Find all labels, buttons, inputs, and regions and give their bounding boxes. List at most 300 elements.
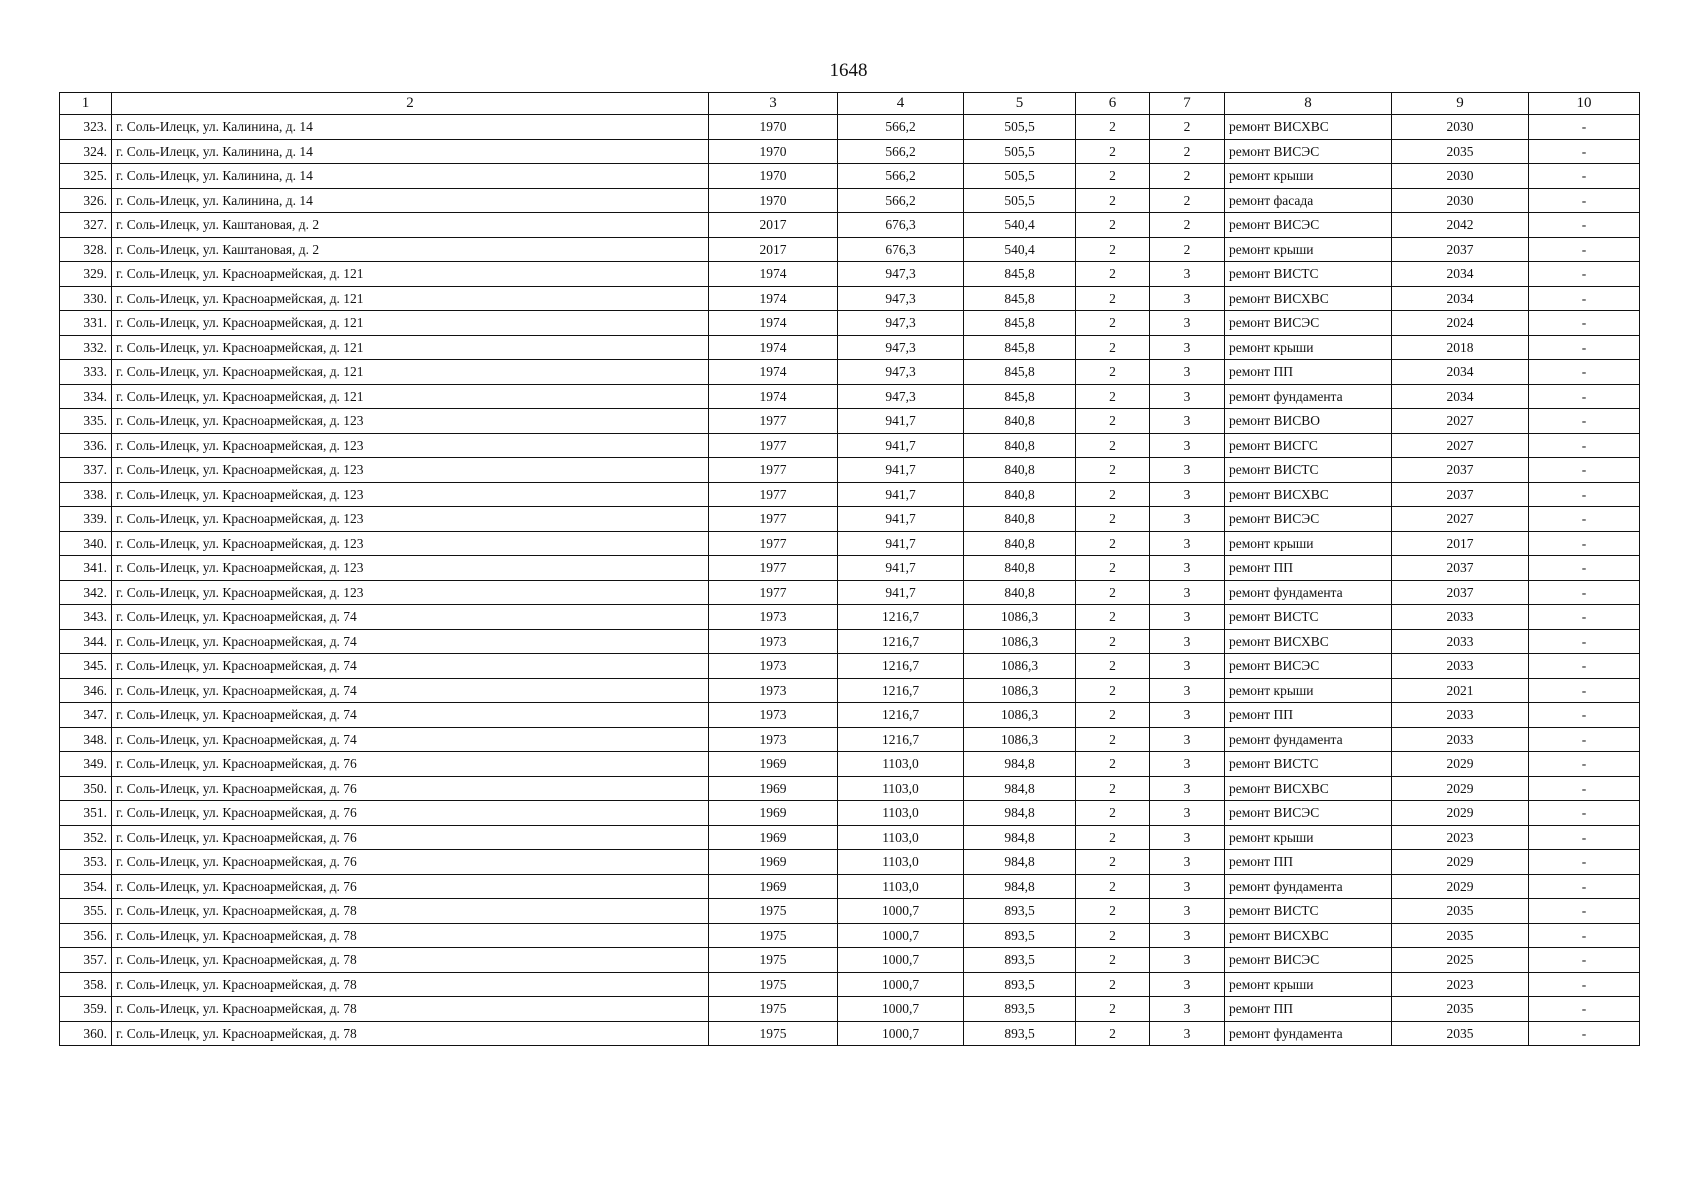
cell-total-area: 1103,0: [838, 825, 964, 850]
table-row: [60, 286, 1640, 311]
cell-year-built: 1975: [709, 899, 838, 924]
cell-year-built: 1977: [709, 458, 838, 483]
cell-note: -: [1529, 948, 1640, 973]
cell-year-built: 1974: [709, 262, 838, 287]
cell-planned-year: 2034: [1392, 384, 1529, 409]
cell-total-area: 947,3: [838, 286, 964, 311]
cell-planned-year: 2027: [1392, 409, 1529, 434]
cell-repair-type: ремонт крыши: [1225, 972, 1392, 997]
cell-entrances: 3: [1150, 997, 1225, 1022]
cell-floors: 2: [1076, 384, 1150, 409]
cell-total-area: 566,2: [838, 164, 964, 189]
cell-address: г. Соль-Илецк, ул. Красноармейская, д. 78: [112, 899, 709, 924]
table-row: [60, 752, 1640, 777]
cell-year-built: 1969: [709, 825, 838, 850]
cell-entrances: 3: [1150, 482, 1225, 507]
cell-floors: 2: [1076, 556, 1150, 581]
cell-living-area: 1086,3: [964, 727, 1076, 752]
cell-row-number: 351.: [60, 801, 112, 826]
cell-year-built: 1975: [709, 972, 838, 997]
cell-floors: 2: [1076, 531, 1150, 556]
cell-planned-year: 2037: [1392, 580, 1529, 605]
table-row: [60, 580, 1640, 605]
cell-entrances: 3: [1150, 899, 1225, 924]
cell-note: -: [1529, 801, 1640, 826]
table-row: [60, 654, 1640, 679]
table-row: [60, 678, 1640, 703]
cell-planned-year: 2023: [1392, 825, 1529, 850]
cell-year-built: 1970: [709, 115, 838, 140]
cell-note: -: [1529, 482, 1640, 507]
cell-note: -: [1529, 458, 1640, 483]
cell-entrances: 3: [1150, 384, 1225, 409]
table-row: [60, 997, 1640, 1022]
repair-schedule-table: [59, 92, 1640, 1046]
cell-address: г. Соль-Илецк, ул. Красноармейская, д. 74: [112, 678, 709, 703]
cell-row-number: 340.: [60, 531, 112, 556]
cell-row-number: 335.: [60, 409, 112, 434]
cell-row-number: 323.: [60, 115, 112, 140]
cell-row-number: 329.: [60, 262, 112, 287]
cell-total-area: 947,3: [838, 311, 964, 336]
cell-year-built: 1969: [709, 776, 838, 801]
cell-planned-year: 2035: [1392, 997, 1529, 1022]
cell-repair-type: ремонт фундамента: [1225, 580, 1392, 605]
cell-floors: 2: [1076, 605, 1150, 630]
cell-row-number: 359.: [60, 997, 112, 1022]
table-row: [60, 458, 1640, 483]
cell-year-built: 1970: [709, 188, 838, 213]
cell-planned-year: 2033: [1392, 605, 1529, 630]
cell-living-area: 1086,3: [964, 654, 1076, 679]
cell-entrances: 3: [1150, 801, 1225, 826]
cell-year-built: 1977: [709, 580, 838, 605]
cell-repair-type: ремонт крыши: [1225, 335, 1392, 360]
cell-repair-type: ремонт ПП: [1225, 360, 1392, 385]
cell-address: г. Соль-Илецк, ул. Красноармейская, д. 74: [112, 654, 709, 679]
cell-planned-year: 2029: [1392, 874, 1529, 899]
cell-planned-year: 2037: [1392, 556, 1529, 581]
cell-floors: 2: [1076, 262, 1150, 287]
cell-total-area: 1000,7: [838, 948, 964, 973]
cell-row-number: 336.: [60, 433, 112, 458]
cell-row-number: 349.: [60, 752, 112, 777]
cell-note: -: [1529, 874, 1640, 899]
table-row: [60, 188, 1640, 213]
cell-planned-year: 2035: [1392, 139, 1529, 164]
cell-address: г. Соль-Илецк, ул. Красноармейская, д. 74: [112, 605, 709, 630]
table-row: [60, 825, 1640, 850]
cell-floors: 2: [1076, 213, 1150, 238]
cell-floors: 2: [1076, 115, 1150, 140]
table-row: [60, 801, 1640, 826]
cell-total-area: 676,3: [838, 237, 964, 262]
cell-row-number: 357.: [60, 948, 112, 973]
cell-total-area: 1000,7: [838, 923, 964, 948]
cell-note: -: [1529, 237, 1640, 262]
cell-address: г. Соль-Илецк, ул. Красноармейская, д. 121: [112, 335, 709, 360]
cell-entrances: 3: [1150, 335, 1225, 360]
cell-planned-year: 2018: [1392, 335, 1529, 360]
cell-note: -: [1529, 850, 1640, 875]
cell-planned-year: 2033: [1392, 727, 1529, 752]
table-row: [60, 262, 1640, 287]
cell-total-area: 941,7: [838, 507, 964, 532]
cell-address: г. Соль-Илецк, ул. Красноармейская, д. 74: [112, 703, 709, 728]
cell-total-area: 1103,0: [838, 752, 964, 777]
cell-living-area: 505,5: [964, 115, 1076, 140]
cell-note: -: [1529, 360, 1640, 385]
cell-planned-year: 2027: [1392, 433, 1529, 458]
cell-repair-type: ремонт ПП: [1225, 850, 1392, 875]
cell-repair-type: ремонт ПП: [1225, 556, 1392, 581]
table-row: [60, 531, 1640, 556]
cell-planned-year: 2037: [1392, 458, 1529, 483]
cell-total-area: 1000,7: [838, 997, 964, 1022]
cell-entrances: 3: [1150, 262, 1225, 287]
cell-floors: 2: [1076, 972, 1150, 997]
cell-planned-year: 2035: [1392, 1021, 1529, 1046]
cell-living-area: 845,8: [964, 286, 1076, 311]
cell-address: г. Соль-Илецк, ул. Красноармейская, д. 123: [112, 458, 709, 483]
cell-row-number: 360.: [60, 1021, 112, 1046]
cell-entrances: 3: [1150, 1021, 1225, 1046]
cell-living-area: 984,8: [964, 825, 1076, 850]
cell-total-area: 1216,7: [838, 605, 964, 630]
cell-total-area: 941,7: [838, 556, 964, 581]
cell-repair-type: ремонт фасада: [1225, 188, 1392, 213]
page-number: 1648: [829, 60, 868, 81]
cell-planned-year: 2030: [1392, 115, 1529, 140]
cell-address: г. Соль-Илецк, ул. Красноармейская, д. 121: [112, 360, 709, 385]
cell-total-area: 1216,7: [838, 678, 964, 703]
cell-living-area: 840,8: [964, 433, 1076, 458]
cell-entrances: 3: [1150, 923, 1225, 948]
cell-row-number: 356.: [60, 923, 112, 948]
header-col-8: 8: [1225, 93, 1392, 115]
cell-total-area: 941,7: [838, 409, 964, 434]
cell-entrances: 3: [1150, 580, 1225, 605]
cell-floors: 2: [1076, 286, 1150, 311]
table-row: [60, 727, 1640, 752]
cell-row-number: 332.: [60, 335, 112, 360]
cell-planned-year: 2034: [1392, 262, 1529, 287]
table-row: [60, 115, 1640, 140]
cell-entrances: 2: [1150, 115, 1225, 140]
cell-year-built: 1969: [709, 850, 838, 875]
cell-living-area: 840,8: [964, 482, 1076, 507]
table-row: [60, 507, 1640, 532]
cell-repair-type: ремонт ВИСХВС: [1225, 776, 1392, 801]
cell-entrances: 2: [1150, 164, 1225, 189]
cell-note: -: [1529, 923, 1640, 948]
cell-living-area: 540,4: [964, 237, 1076, 262]
cell-row-number: 330.: [60, 286, 112, 311]
cell-address: г. Соль-Илецк, ул. Каштановая, д. 2: [112, 213, 709, 238]
header-col-1: 1: [60, 93, 112, 115]
cell-row-number: 341.: [60, 556, 112, 581]
cell-address: г. Соль-Илецк, ул. Красноармейская, д. 123: [112, 482, 709, 507]
cell-floors: 2: [1076, 850, 1150, 875]
cell-year-built: 1973: [709, 678, 838, 703]
cell-entrances: 3: [1150, 948, 1225, 973]
cell-entrances: 3: [1150, 703, 1225, 728]
cell-living-area: 840,8: [964, 580, 1076, 605]
cell-note: -: [1529, 776, 1640, 801]
cell-total-area: 941,7: [838, 433, 964, 458]
cell-year-built: 1973: [709, 605, 838, 630]
cell-note: -: [1529, 115, 1640, 140]
cell-entrances: 3: [1150, 556, 1225, 581]
cell-planned-year: 2037: [1392, 482, 1529, 507]
cell-repair-type: ремонт ВИСЭС: [1225, 213, 1392, 238]
cell-planned-year: 2033: [1392, 629, 1529, 654]
cell-floors: 2: [1076, 654, 1150, 679]
cell-row-number: 333.: [60, 360, 112, 385]
cell-repair-type: ремонт ВИСХВС: [1225, 115, 1392, 140]
cell-planned-year: 2033: [1392, 654, 1529, 679]
cell-row-number: 338.: [60, 482, 112, 507]
cell-address: г. Соль-Илецк, ул. Красноармейская, д. 78: [112, 923, 709, 948]
cell-floors: 2: [1076, 433, 1150, 458]
cell-planned-year: 2030: [1392, 188, 1529, 213]
cell-total-area: 941,7: [838, 531, 964, 556]
cell-note: -: [1529, 335, 1640, 360]
cell-floors: 2: [1076, 1021, 1150, 1046]
cell-year-built: 1977: [709, 556, 838, 581]
cell-row-number: 344.: [60, 629, 112, 654]
cell-repair-type: ремонт ВИСЭС: [1225, 139, 1392, 164]
cell-floors: 2: [1076, 703, 1150, 728]
cell-total-area: 566,2: [838, 139, 964, 164]
cell-row-number: 352.: [60, 825, 112, 850]
table-row: [60, 948, 1640, 973]
cell-note: -: [1529, 507, 1640, 532]
cell-floors: 2: [1076, 678, 1150, 703]
cell-repair-type: ремонт крыши: [1225, 531, 1392, 556]
cell-total-area: 676,3: [838, 213, 964, 238]
table-row: [60, 237, 1640, 262]
cell-note: -: [1529, 188, 1640, 213]
cell-entrances: 3: [1150, 531, 1225, 556]
cell-living-area: 840,8: [964, 556, 1076, 581]
cell-planned-year: 2029: [1392, 801, 1529, 826]
cell-year-built: 1975: [709, 923, 838, 948]
cell-living-area: 984,8: [964, 776, 1076, 801]
cell-floors: 2: [1076, 458, 1150, 483]
cell-repair-type: ремонт ВИСГС: [1225, 433, 1392, 458]
cell-living-area: 840,8: [964, 409, 1076, 434]
header-col-5: 5: [964, 93, 1076, 115]
cell-row-number: 325.: [60, 164, 112, 189]
table-row: [60, 311, 1640, 336]
cell-address: г. Соль-Илецк, ул. Красноармейская, д. 78: [112, 948, 709, 973]
cell-row-number: 345.: [60, 654, 112, 679]
cell-note: -: [1529, 605, 1640, 630]
cell-row-number: 331.: [60, 311, 112, 336]
cell-row-number: 358.: [60, 972, 112, 997]
cell-living-area: 845,8: [964, 262, 1076, 287]
cell-living-area: 893,5: [964, 972, 1076, 997]
cell-address: г. Соль-Илецк, ул. Калинина, д. 14: [112, 115, 709, 140]
cell-note: -: [1529, 703, 1640, 728]
cell-address: г. Соль-Илецк, ул. Красноармейская, д. 76: [112, 825, 709, 850]
cell-row-number: 348.: [60, 727, 112, 752]
cell-address: г. Соль-Илецк, ул. Красноармейская, д. 123: [112, 409, 709, 434]
cell-note: -: [1529, 311, 1640, 336]
cell-total-area: 1216,7: [838, 727, 964, 752]
cell-entrances: 2: [1150, 213, 1225, 238]
cell-year-built: 1974: [709, 335, 838, 360]
cell-total-area: 1103,0: [838, 850, 964, 875]
cell-row-number: 339.: [60, 507, 112, 532]
cell-planned-year: 2042: [1392, 213, 1529, 238]
cell-note: -: [1529, 997, 1640, 1022]
cell-year-built: 1977: [709, 409, 838, 434]
table-row: [60, 629, 1640, 654]
cell-repair-type: ремонт крыши: [1225, 237, 1392, 262]
cell-entrances: 3: [1150, 727, 1225, 752]
cell-entrances: 3: [1150, 409, 1225, 434]
cell-note: -: [1529, 556, 1640, 581]
cell-repair-type: ремонт ВИСТС: [1225, 605, 1392, 630]
cell-address: г. Соль-Илецк, ул. Красноармейская, д. 121: [112, 311, 709, 336]
cell-year-built: 1973: [709, 654, 838, 679]
table-header: [60, 93, 1640, 115]
cell-living-area: 1086,3: [964, 605, 1076, 630]
cell-entrances: 3: [1150, 825, 1225, 850]
cell-repair-type: ремонт ПП: [1225, 703, 1392, 728]
cell-floors: 2: [1076, 409, 1150, 434]
cell-note: -: [1529, 139, 1640, 164]
cell-planned-year: 2030: [1392, 164, 1529, 189]
cell-repair-type: ремонт ПП: [1225, 997, 1392, 1022]
cell-repair-type: ремонт фундамента: [1225, 1021, 1392, 1046]
cell-living-area: 893,5: [964, 899, 1076, 924]
cell-address: г. Соль-Илецк, ул. Красноармейская, д. 76: [112, 801, 709, 826]
cell-floors: 2: [1076, 580, 1150, 605]
cell-floors: 2: [1076, 335, 1150, 360]
cell-address: г. Соль-Илецк, ул. Красноармейская, д. 78: [112, 972, 709, 997]
cell-total-area: 1103,0: [838, 776, 964, 801]
cell-planned-year: 2025: [1392, 948, 1529, 973]
cell-repair-type: ремонт крыши: [1225, 825, 1392, 850]
cell-row-number: 334.: [60, 384, 112, 409]
header-row: [60, 93, 1640, 115]
cell-year-built: 2017: [709, 213, 838, 238]
cell-repair-type: ремонт крыши: [1225, 164, 1392, 189]
cell-total-area: 1103,0: [838, 874, 964, 899]
header-col-6: 6: [1076, 93, 1150, 115]
table-row: [60, 360, 1640, 385]
cell-repair-type: ремонт крыши: [1225, 678, 1392, 703]
cell-planned-year: 2024: [1392, 311, 1529, 336]
cell-floors: 2: [1076, 825, 1150, 850]
cell-living-area: 845,8: [964, 360, 1076, 385]
cell-planned-year: 2027: [1392, 507, 1529, 532]
cell-living-area: 893,5: [964, 923, 1076, 948]
cell-floors: 2: [1076, 727, 1150, 752]
cell-planned-year: 2035: [1392, 899, 1529, 924]
cell-year-built: 1974: [709, 360, 838, 385]
cell-entrances: 3: [1150, 458, 1225, 483]
cell-total-area: 941,7: [838, 482, 964, 507]
cell-repair-type: ремонт ВИСХВС: [1225, 286, 1392, 311]
table-row: [60, 605, 1640, 630]
cell-year-built: 2017: [709, 237, 838, 262]
cell-row-number: 328.: [60, 237, 112, 262]
cell-planned-year: 2017: [1392, 531, 1529, 556]
cell-entrances: 3: [1150, 507, 1225, 532]
cell-repair-type: ремонт ВИСХВС: [1225, 923, 1392, 948]
cell-planned-year: 2021: [1392, 678, 1529, 703]
table-row: [60, 776, 1640, 801]
cell-year-built: 1977: [709, 433, 838, 458]
cell-planned-year: 2037: [1392, 237, 1529, 262]
cell-living-area: 1086,3: [964, 703, 1076, 728]
cell-floors: 2: [1076, 311, 1150, 336]
cell-address: г. Соль-Илецк, ул. Красноармейская, д. 76: [112, 752, 709, 777]
table-row: [60, 433, 1640, 458]
cell-total-area: 941,7: [838, 580, 964, 605]
cell-repair-type: ремонт ВИСТС: [1225, 458, 1392, 483]
cell-living-area: 840,8: [964, 458, 1076, 483]
cell-entrances: 3: [1150, 850, 1225, 875]
cell-planned-year: 2023: [1392, 972, 1529, 997]
cell-note: -: [1529, 899, 1640, 924]
cell-address: г. Соль-Илецк, ул. Красноармейская, д. 123: [112, 556, 709, 581]
cell-year-built: 1975: [709, 1021, 838, 1046]
cell-address: г. Соль-Илецк, ул. Красноармейская, д. 76: [112, 850, 709, 875]
cell-entrances: 3: [1150, 311, 1225, 336]
cell-note: -: [1529, 752, 1640, 777]
cell-total-area: 947,3: [838, 360, 964, 385]
cell-total-area: 1103,0: [838, 801, 964, 826]
cell-year-built: 1975: [709, 948, 838, 973]
cell-floors: 2: [1076, 899, 1150, 924]
cell-address: г. Соль-Илецк, ул. Каштановая, д. 2: [112, 237, 709, 262]
cell-entrances: 3: [1150, 752, 1225, 777]
cell-entrances: 3: [1150, 972, 1225, 997]
cell-note: -: [1529, 531, 1640, 556]
cell-row-number: 337.: [60, 458, 112, 483]
cell-entrances: 2: [1150, 139, 1225, 164]
cell-row-number: 342.: [60, 580, 112, 605]
cell-floors: 2: [1076, 776, 1150, 801]
cell-entrances: 3: [1150, 286, 1225, 311]
cell-year-built: 1969: [709, 874, 838, 899]
cell-repair-type: ремонт фундамента: [1225, 727, 1392, 752]
cell-entrances: 3: [1150, 654, 1225, 679]
cell-address: г. Соль-Илецк, ул. Красноармейская, д. 121: [112, 262, 709, 287]
cell-floors: 2: [1076, 360, 1150, 385]
cell-address: г. Соль-Илецк, ул. Красноармейская, д. 121: [112, 286, 709, 311]
cell-living-area: 845,8: [964, 335, 1076, 360]
table-row: [60, 384, 1640, 409]
cell-total-area: 1000,7: [838, 899, 964, 924]
cell-note: -: [1529, 213, 1640, 238]
cell-note: -: [1529, 629, 1640, 654]
table-row: [60, 213, 1640, 238]
cell-year-built: 1973: [709, 727, 838, 752]
header-col-2: 2: [112, 93, 709, 115]
cell-living-area: 505,5: [964, 139, 1076, 164]
cell-living-area: 845,8: [964, 311, 1076, 336]
table-row: [60, 409, 1640, 434]
cell-floors: 2: [1076, 874, 1150, 899]
cell-total-area: 947,3: [838, 335, 964, 360]
cell-row-number: 324.: [60, 139, 112, 164]
